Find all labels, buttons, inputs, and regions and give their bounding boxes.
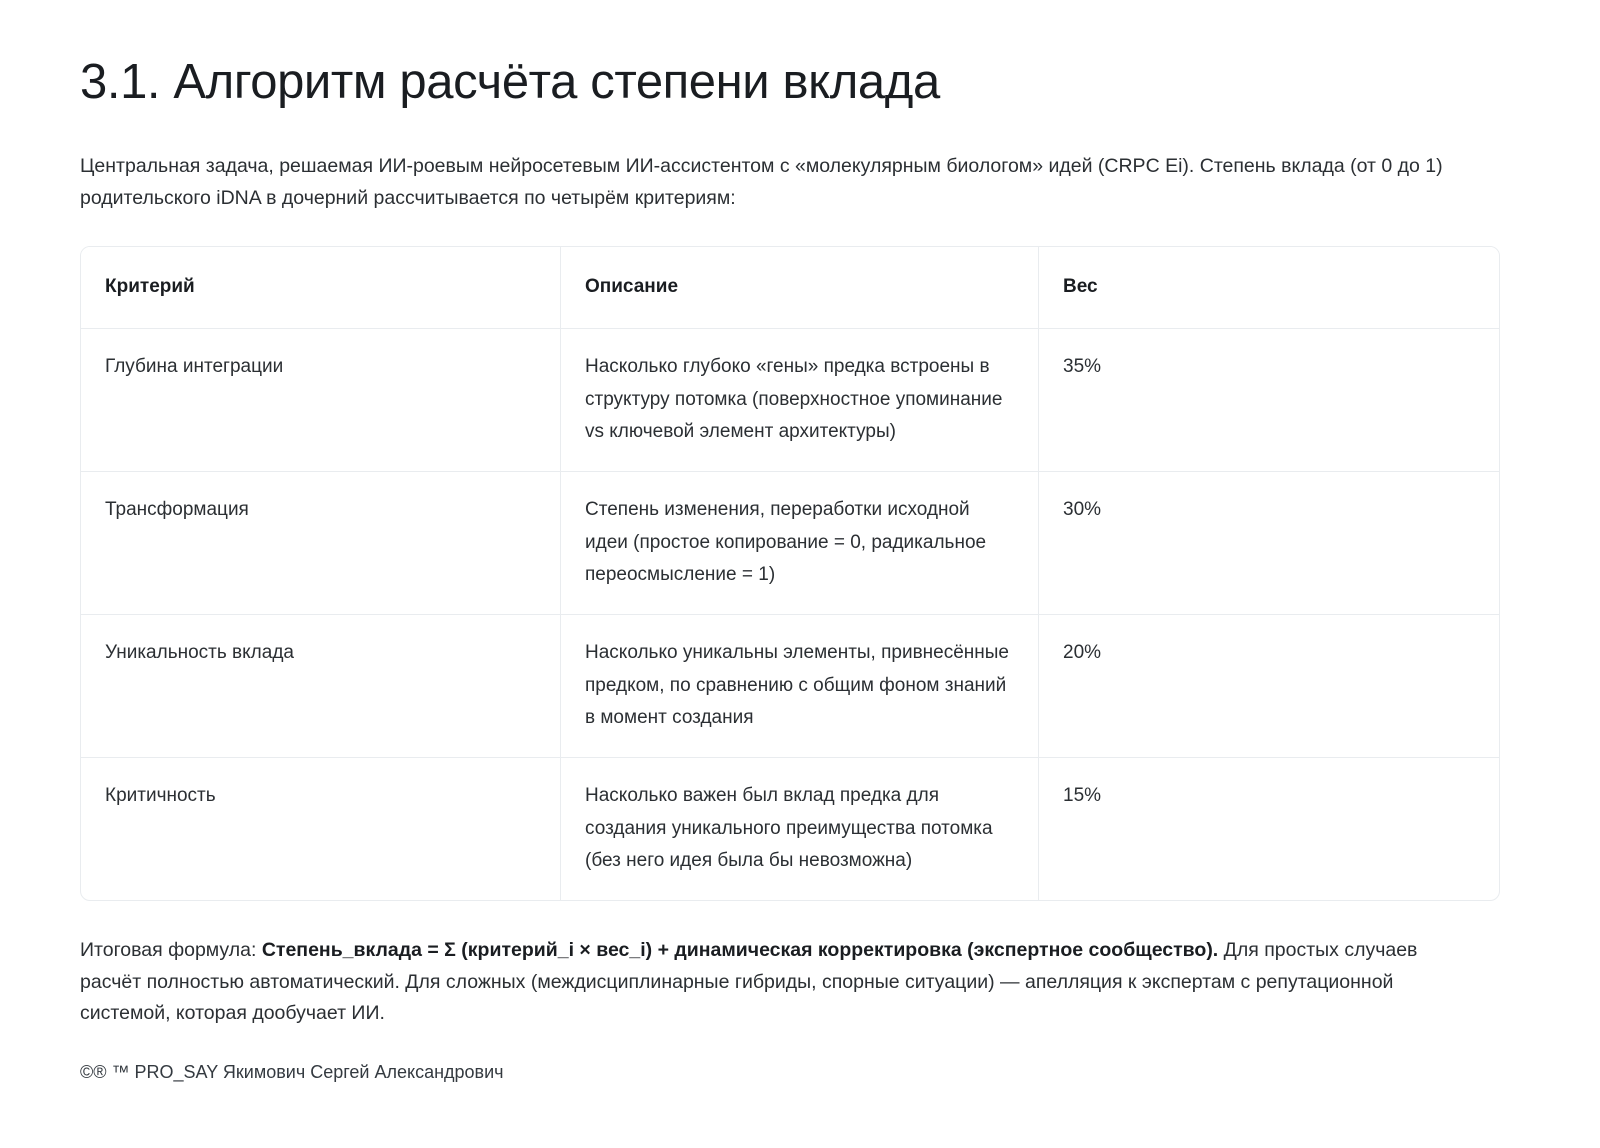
page-title: 3.1. Алгоритм расчёта степени вклада [80, 55, 940, 109]
criteria-table [80, 246, 1500, 901]
cell-description: Степень изменения, переработки исходной идеи (простое копирование = 0, радикальное переосмысление = 1) [561, 472, 1039, 615]
column-header-criterion: Критерий [81, 247, 561, 329]
cell-criterion: Трансформация [81, 472, 561, 615]
cell-weight: 20% [1039, 615, 1499, 758]
summary-paragraph [80, 901, 1480, 1030]
summary-lead: Итоговая формула: [80, 939, 262, 962]
table-row [81, 329, 1499, 472]
cell-description: Насколько глубоко «гены» предка встроены в структуру потомка (поверхностное упоминание vs ключевой элемент архитектуры) [561, 329, 1039, 472]
summary-formula: Степень_вклада = Σ (критерий_i × вес_i) + динамическая корректировка (экспертное сообщество). [261, 939, 1219, 962]
cell-weight: 35% [1039, 329, 1499, 472]
cell-description: Насколько важен был вклад предка для создания уникального преимущества потомка (без него идея была бы невозможна) [561, 758, 1039, 900]
table-row [81, 758, 1499, 900]
cell-criterion: Глубина интеграции [81, 329, 561, 472]
cell-weight: 15% [1063, 785, 1102, 807]
table-body [81, 329, 1499, 900]
copyright-line: ©® ™ PRO_SAY Якимович Сергей Александрович [80, 1061, 504, 1082]
intro-paragraph: Центральная задача, решаемая ИИ-роевым нейросетевым ИИ-ассистентом с «молекулярным биологом» идей (CRPC Ei). Степень вклада (от 0 до 1) родительского iDNA в дочерний рассчитывается по четырём критериям: [80, 155, 1443, 209]
cell-criterion: Уникальность вклада [81, 615, 561, 758]
table-row [81, 472, 1499, 615]
cell-description: Насколько уникальны элементы, привнесённые предком, по сравнению с общим фоном знаний в момент создания [561, 615, 1039, 758]
column-header-weight: Вес [1039, 247, 1499, 329]
table-header-row [81, 247, 1499, 329]
table-header [81, 247, 1499, 329]
summary-tail: Для простых случаев расчёт полностью автоматический. Для сложных (междисциплинарные гибриды, спорные ситуации) — апелляция к экспертам с репутационной системой, которая дообучает ИИ. [80, 939, 1418, 1025]
table-row [81, 615, 1499, 758]
column-header-description: Описание [561, 247, 1039, 329]
cell-weight: 30% [1039, 472, 1499, 615]
cell-criterion: Критичность [81, 758, 561, 900]
